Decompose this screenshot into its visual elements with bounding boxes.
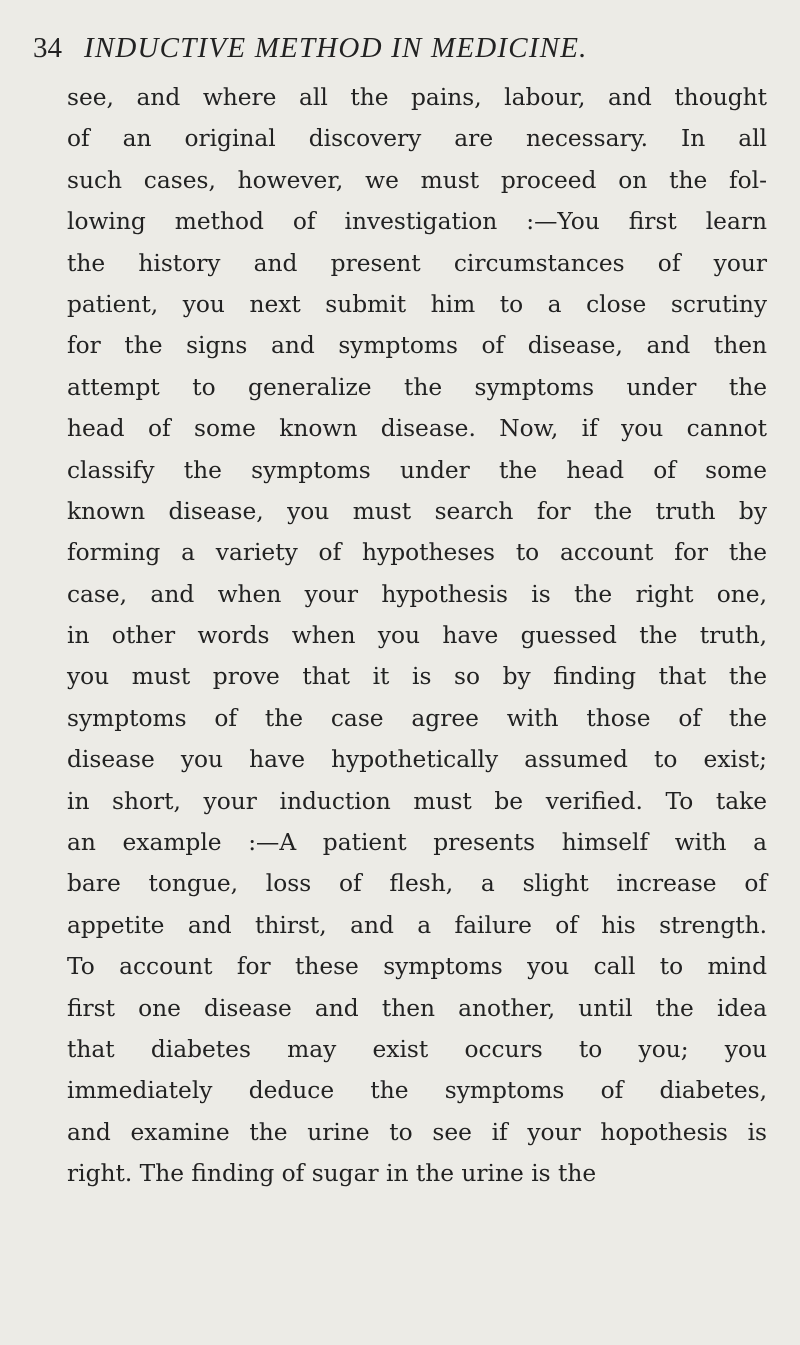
text-line: and examine the urine to see if your hopothesis is bbox=[67, 1118, 767, 1146]
page-number: 34 bbox=[33, 32, 62, 64]
text-line: lowing method of investigation :—You first learn bbox=[67, 208, 767, 236]
text-line: right. The finding of sugar in the urine is the bbox=[67, 1160, 597, 1188]
text-line: immediately deduce the symptoms of diabetes, bbox=[67, 1077, 767, 1105]
text-line: you must prove that it is so by finding that the bbox=[67, 663, 767, 691]
text-line: see, and where all the pains, labour, and thought bbox=[67, 84, 767, 111]
text-line: symptoms of the case agree with those of the bbox=[67, 704, 767, 732]
text-line: for the signs and symptoms of disease, and then bbox=[67, 332, 767, 360]
text-line: disease you have hypothetically assumed to exist; bbox=[67, 746, 767, 774]
text-line: known disease, you must search for the truth by bbox=[67, 497, 767, 525]
text-line: appetite and thirst, and a failure of his strength. bbox=[67, 911, 767, 939]
body-text bbox=[67, 77, 767, 1195]
text-line: an example :—A patient presents himself with a bbox=[67, 829, 767, 857]
text-line: case, and when your hypothesis is the right one, bbox=[67, 580, 767, 608]
text-line: forming a variety of hypotheses to account for the bbox=[67, 539, 767, 567]
text-line: To account for these symptoms you call to mind bbox=[67, 953, 767, 981]
text-line: classify the symptoms under the head of some bbox=[67, 456, 767, 484]
text-line: in other words when you have guessed the truth, bbox=[67, 622, 767, 650]
text-line: bare tongue, loss of flesh, a slight increase of bbox=[67, 870, 767, 898]
text-line: such cases, however, we must proceed on the fol- bbox=[67, 166, 767, 194]
text-line: patient, you next submit him to a close scrutiny bbox=[67, 290, 767, 318]
text-line: the history and present circumstances of your bbox=[67, 249, 767, 277]
text-line: attempt to generalize the symptoms under the bbox=[67, 373, 767, 401]
text-line: head of some known disease. Now, if you cannot bbox=[67, 415, 767, 443]
text-line: of an original discovery are necessary. In all bbox=[67, 125, 767, 153]
text-line: in short, your induction must be verified. To take bbox=[67, 787, 767, 815]
running-head bbox=[33, 30, 773, 66]
running-title: INDUCTIVE METHOD IN MEDICINE. bbox=[84, 32, 588, 64]
text-line: first one disease and then another, until the idea bbox=[67, 994, 767, 1022]
text-line: that diabetes may exist occurs to you; you bbox=[67, 1035, 767, 1063]
